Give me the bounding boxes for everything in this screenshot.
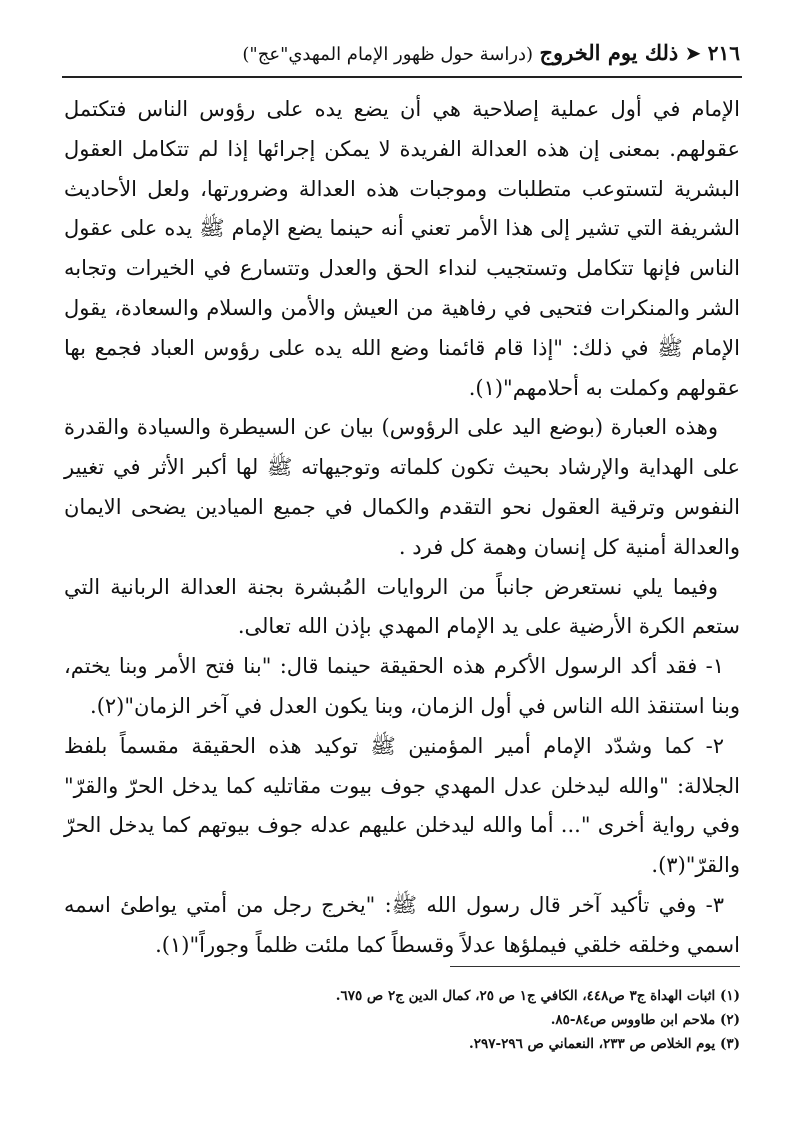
paragraph: الإمام في أول عملية إصلاحية هي أن يضع يده على رؤوس الناس فتكتمل عقولهم. بمعنى إن هذه العدالة الفريدة لا يمكن إجرائها إذا لم تتكامل العقول البشرية لتستوعب متطلبات وموجبات هذه العدالة وضرورتها، ولعل الأحاديث الشريفة التي تشير إلى هذا الأمر تعني أنه حينما يضع الإمام ﷺ يده على عقول الناس فإنها تتكامل وتستجيب لنداء الحق والعدل وتتسارع في الخيرات وتجابه الشر والمنكرات فتحيى في رفاهية من العيش والأمن والسلام والسعادة، يقول الإمام ﷺ في ذلك: "إذا قام قائمنا وضع الله يده على رؤوس العباد فجمع بها عقولهم وكملت به أحلامهم"(١). bbox=[64, 97, 740, 400]
numbered-paragraph: ١- فقد أكد الرسول الأكرم هذه الحقيقة حينما قال: "بنا فتح الأمر وبنا يختم، وبنا استنقذ الله الناس في أول الزمان، وبنا يكون العدل في آخر الزمان"(٢). bbox=[64, 654, 740, 718]
paragraph: وهذه العبارة (بوضع اليد على الرؤوس) بيان عن السيطرة والسيادة والقدرة على الهداية والإرشاد بحيث تكون كلماته وتوجيهاته ﷺ لها أكبر الأثر في تغيير النفوس وترقية العقول نحو التقدم والكمال في جميع الميادين يضحى الايمان والعدالة أمنية كل إنسان وهمة كل فرد . bbox=[64, 415, 740, 559]
book-subtitle: (دراسة حول ظهور الإمام المهدي"عج") bbox=[242, 44, 534, 65]
footnote: (٢) ملاحم ابن طاووس ص٨٤-٨٥. bbox=[550, 1012, 740, 1028]
header-rule bbox=[62, 76, 742, 78]
footnotes bbox=[64, 984, 740, 1056]
footnote: (٣) يوم الخلاص ص ٢٣٣، النعماني ص ٢٩٦-٢٩٧. bbox=[469, 1036, 740, 1052]
book-title: ذلك يوم الخروج bbox=[539, 40, 679, 65]
main-text bbox=[64, 90, 740, 966]
page-number: ٢١٦ bbox=[707, 41, 740, 65]
footnote: (١) اثبات الهداة ج٣ ص٤٤٨، الكافي ج١ ص ٢٥، كمال الدين ج٢ ص ٦٧٥. bbox=[335, 988, 740, 1004]
paragraph: وفيما يلي نستعرض جانباً من الروايات المُبشرة بجنة العدالة الربانية التي ستعم الكرة الأرضية على يد الإمام المهدي بإذن الله تعالى. bbox=[64, 574, 740, 639]
footnote-rule bbox=[450, 966, 740, 967]
numbered-paragraph: ٢- كما وشدّد الإمام أمير المؤمنين ﷺ توكيد هذه الحقيقة مقسماً بلفظ الجلالة: "والله ليدخلن عدل المهدي جوف بيوت مقاتليه كما يدخل الحرّ والقرّ" وفي رواية أخرى "... أما والله ليدخلن عليهم عدله جوف بيوتهم كما يدخل الحرّ والقرّ"(٣). bbox=[64, 733, 740, 878]
header-arrow-icon: ➤ bbox=[684, 41, 702, 65]
numbered-paragraph: ٣- وفي تأكيد آخر قال رسول الله ﷺ: "يخرج رجل من أمتي يواطئ اسمه اسمي وخلقه خلقي فيملؤها عدلاً وقسطاً كما ملئت ظلماً وجوراً"(١). bbox=[64, 892, 740, 957]
running-header bbox=[242, 40, 740, 65]
